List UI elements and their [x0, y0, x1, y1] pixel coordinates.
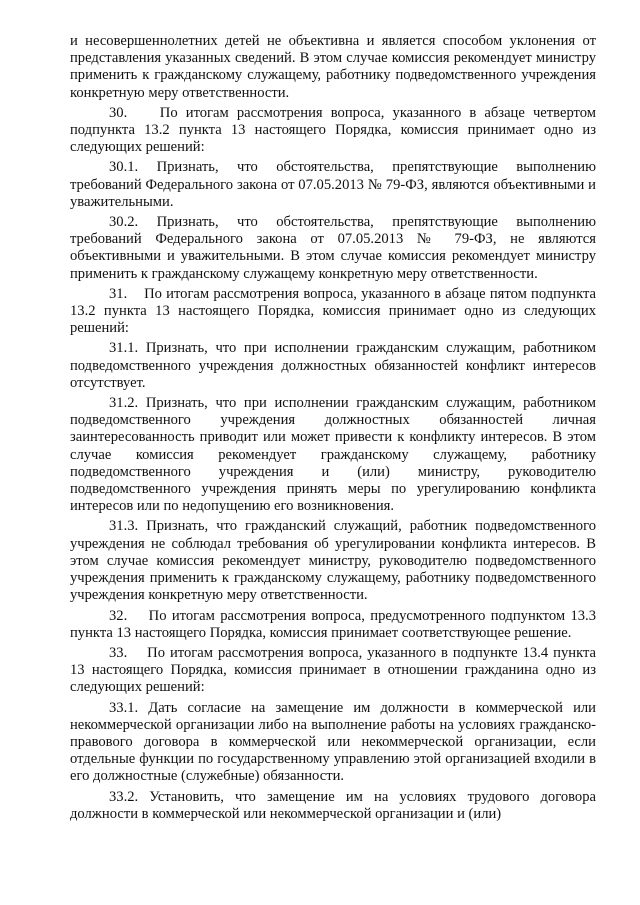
- paragraph-32: 32. По итогам рассмотрения вопроса, предусмотренного подпунктом 13.3 пункта 13 настоящего Порядка, комиссия принимает соответствующее решение.: [70, 607, 596, 641]
- document-page: [70, 33, 596, 823]
- paragraph-33-2: 33.2. Установить, что замещение им на условиях трудового договора должности в коммерческой или некоммерческой организации и (или): [70, 788, 596, 822]
- paragraph-30-1: 30.1. Признать, что обстоятельства, препятствующие выполнению требований Федерального закона от 07.05.2013 № 79-ФЗ, являются объективными и уважительными.: [70, 159, 596, 210]
- paragraph-31-2: 31.2. Признать, что при исполнении гражданским служащим, работником подведомственного учреждения должностных обязанностей личная заинтересованность приводит или может привести к конфликту интересов. В этом случае комиссия рекомендует гражданскому служащему, работнику подведомственного учреждения и (или) министру, руководителю подведомственного учреждения принять меры по урегулированию конфликта интересов или по недопущению его возникновения.: [70, 395, 596, 515]
- paragraph-continuation: и несовершеннолетних детей не объективна и является способом уклонения от представления указанных сведений. В этом случае комиссия рекомендует министру применить к гражданскому служащему, работнику подведомственного учреждения конкретную меру ответственности.: [70, 33, 596, 101]
- paragraph-30-2: 30.2. Признать, что обстоятельства, препятствующие выполнению требований Федерального закона от 07.05.2013 № 79-ФЗ, не являются объективными и уважительными. В этом случае комиссия рекомендует министру применить к гражданскому служащему конкретную меру ответственности.: [70, 214, 596, 282]
- paragraph-30: 30. По итогам рассмотрения вопроса, указанного в абзаце четвертом подпункта 13.2 пункта 13 настоящего Порядка, комиссия принимает одно из следующих решений:: [70, 104, 596, 156]
- paragraph-31-3: 31.3. Признать, что гражданский служащий, работник подведомственного учреждения не соблюдал требования об урегулировании конфликта интересов. В этом случае комиссия рекомендует министру, руководителю подведомственного учреждения применить к гражданскому служащему, работнику подведомственного учреждения конкретную меру ответственности.: [70, 518, 596, 604]
- paragraph-33-1: 33.1. Дать согласие на замещение им должности в коммерческой или некоммерческой организации либо на выполнение работы на условиях гражданско-правового договора в коммерческой или некоммерческой организации, если отдельные функции по государственному управлению этой организацией входили в его должностные (служебные) обязанности.: [70, 699, 596, 785]
- paragraph-33: 33. По итогам рассмотрения вопроса, указанного в подпункте 13.4 пункта 13 настоящего Порядка, комиссия принимает в отношении гражданина одно из следующих решений:: [70, 644, 596, 696]
- paragraph-31-1: 31.1. Признать, что при исполнении гражданским служащим, работником подведомственного учреждения должностных обязанностей конфликт интересов отсутствует.: [70, 340, 596, 391]
- paragraph-31: 31. По итогам рассмотрения вопроса, указанного в абзаце пятом подпункта 13.2 пункта 13 настоящего Порядка, комиссия принимает одно из следующих решений:: [70, 285, 596, 337]
